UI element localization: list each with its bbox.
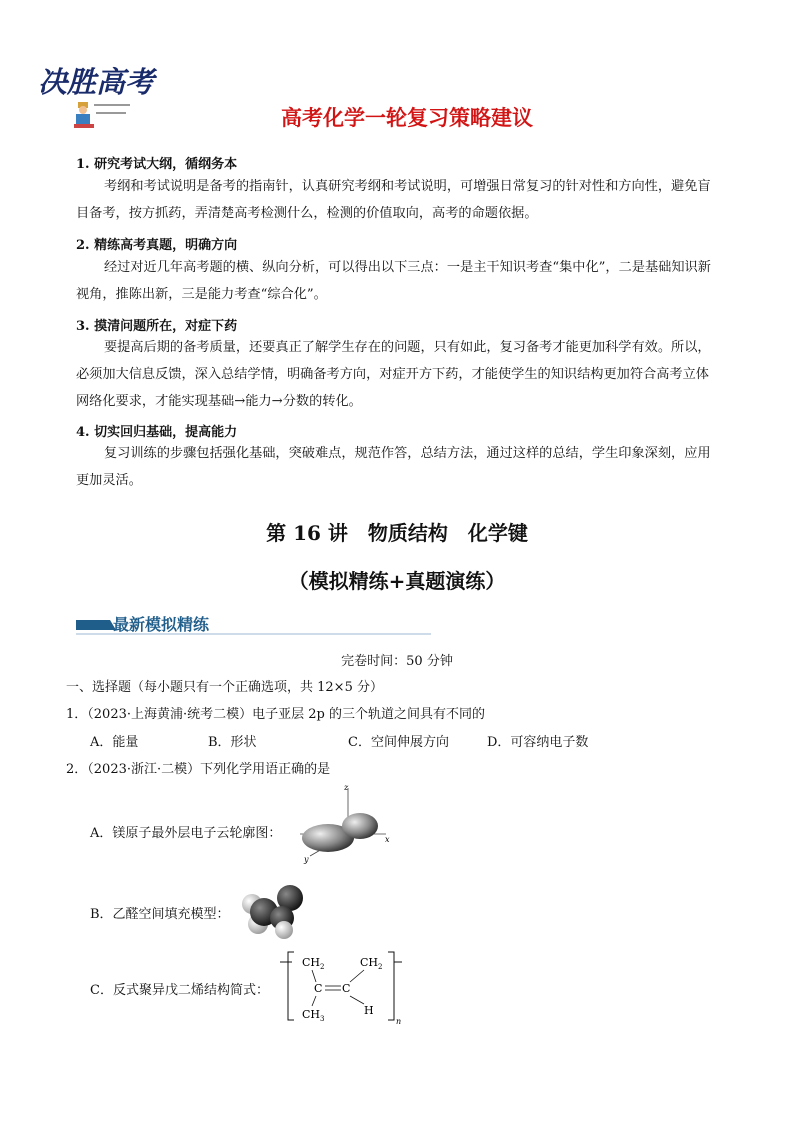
logo-text: 决胜高考: [38, 65, 155, 99]
ch3: $CH_3$: [302, 1008, 325, 1023]
carbon-2: C: [342, 982, 351, 995]
banner-label: 最新模拟精练: [113, 615, 210, 634]
strategy-heading-1: 1. 研究考试大纲，循纲务本: [76, 157, 238, 172]
q1-stem: 1．（2023·上海黄浦·统考二模）电子亚层 2p 的三个轨道之间具有不同的: [66, 707, 485, 722]
strategy-body-1: 考纲和考试说明是备考的指南针，认真研究考纲和考试说明，可增强日常复习的针对性和方向性，避免盲目备考，按方抓药，弄清楚高考检测什么，检测的价值取向，高考的命题依据。: [76, 179, 711, 221]
strategy-body-4: 复习训练的步骤包括强化基础，突破难点，规范作答，总结方法，通过这样的总结，学生印象深刻，应用更加灵活。: [76, 446, 711, 488]
acetaldehyde-model: [238, 880, 308, 942]
repeat-n: n: [396, 1017, 402, 1026]
lecture-title: 第 16 讲 物质结构 化学键: [266, 521, 528, 545]
section-one-heading: 一、选择题（每小题只有一个正确选项，共 12×5 分）: [66, 680, 383, 695]
ch2-left: $CH_2$: [302, 956, 325, 971]
carbon-1: C: [314, 982, 323, 995]
axis-y-label: y: [304, 855, 309, 864]
q2-option-a: A．镁原子最外层电子云轮廓图：: [90, 826, 282, 841]
axis-x-label: x: [385, 835, 390, 844]
strategy-body-3: 要提高后期的备考质量，还要真正了解学生存在的问题，只有如此，复习备考才能更加科学有效。所以，必须加大信息反馈，深入总结学情，明确备考方向，对症开方下药，才能使学生的知识结构更加符合高考立体网络化要求，才能实现基础→能力→分数的转化。: [76, 340, 711, 409]
p-orbital-diagram: [290, 782, 400, 868]
time-note: 完卷时间：50 分钟: [341, 654, 453, 669]
q1-option-c: C．空间伸展方向: [348, 735, 449, 750]
q2-stem: 2．（2023·浙江·二模）下列化学用语正确的是: [66, 762, 331, 777]
strategy-heading-4: 4. 切实回归基础，提高能力: [76, 425, 238, 440]
strategy-body-2: 经过对近几年高考题的横、纵向分析，可以得出以下三点：一是主干知识考查“集中化”，二是基础知识新视角，推陈出新，三是能力考查“综合化”。: [76, 260, 711, 302]
polyisoprene-structure: [280, 944, 410, 1026]
q2-option-c: C．反式聚异戊二烯结构简式：: [90, 983, 269, 998]
lecture-subtitle: （模拟精练+真题演练）: [288, 569, 506, 593]
strategy-heading-3: 3. 摸清问题所在，对症下药: [76, 319, 238, 334]
q1-option-a: A．能量: [90, 735, 139, 750]
strategy-heading-2: 2. 精练高考真题，明确方向: [76, 238, 238, 253]
hydrogen: H: [364, 1004, 374, 1017]
q2-option-b: B．乙醛空间填充模型：: [90, 907, 230, 922]
ch2-right: $CH_2$: [360, 956, 383, 971]
q1-option-b: B．形状: [208, 735, 257, 750]
page-title: 高考化学一轮复习策略建议: [281, 106, 533, 130]
q1-option-d: D．可容纳电子数: [487, 735, 589, 750]
axis-z-label: z: [344, 783, 349, 792]
